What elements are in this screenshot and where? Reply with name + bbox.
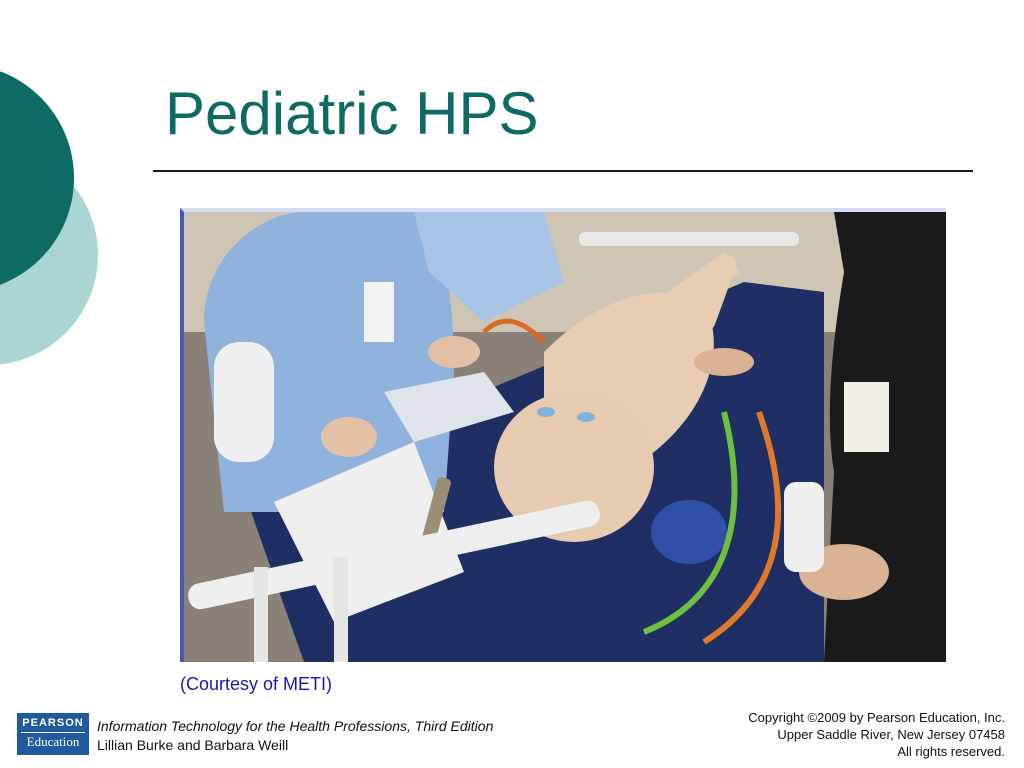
logo-bottom-text: Education <box>26 734 80 749</box>
simulator-photo <box>180 208 946 662</box>
photo-caption: (Courtesy of METI) <box>180 674 333 694</box>
copyright-line-1: Copyright ©2009 by Pearson Education, Inc. <box>748 710 1005 725</box>
photo-illustration <box>184 212 946 662</box>
decorative-circles <box>0 0 110 420</box>
copyright-line-2: Upper Saddle River, New Jersey 07458 <box>777 727 1005 742</box>
logo-divider <box>21 732 85 733</box>
copyright-notice <box>748 709 1005 760</box>
book-title: Information Technology for the Health Professions, Third Edition <box>97 718 494 734</box>
title-divider <box>153 170 973 172</box>
logo-top-text: PEARSON <box>22 717 84 729</box>
pearson-education-logo <box>17 713 89 755</box>
slide-title: Pediatric HPS <box>165 80 539 147</box>
copyright-line-3: All rights reserved. <box>897 744 1005 759</box>
book-authors: Lillian Burke and Barbara Weill <box>97 737 289 753</box>
